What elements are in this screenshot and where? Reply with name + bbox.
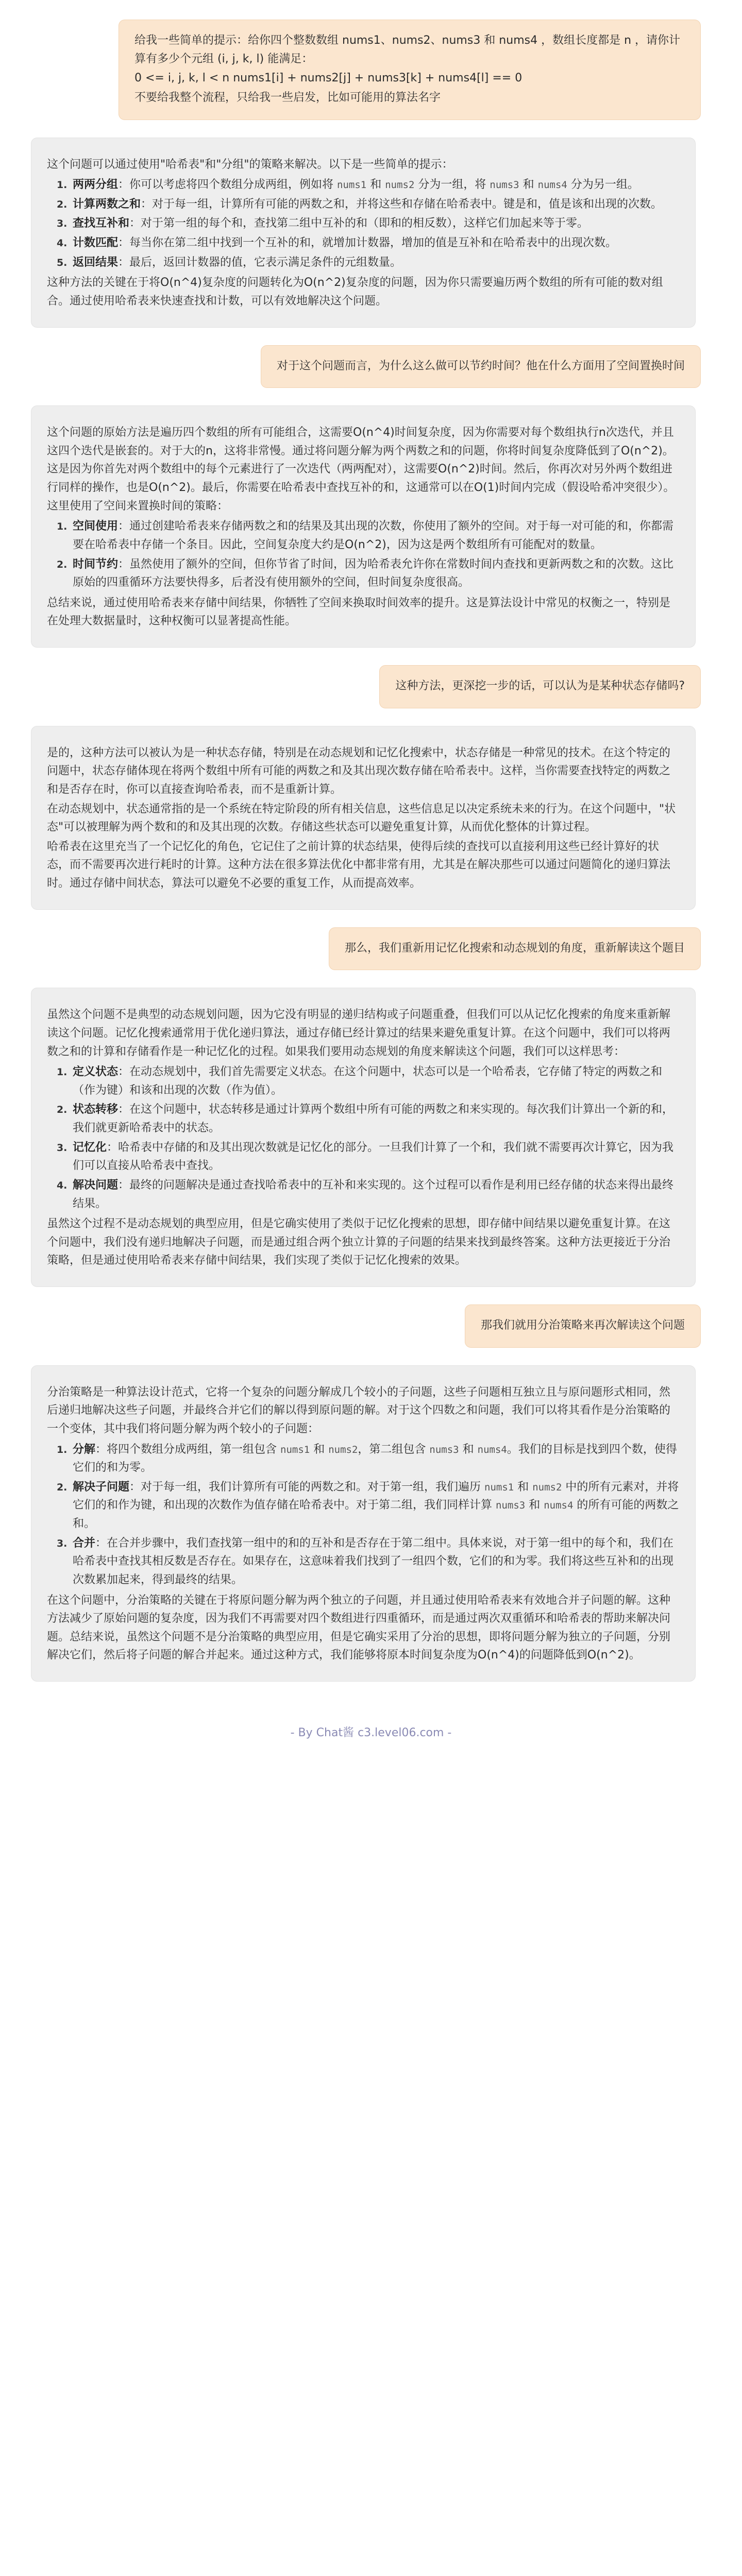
- assistant-message-row: [0, 726, 742, 910]
- list-item-text: ：哈希表中存储的和及其出现次数就是记忆化的部分。一旦我们计算了一个和，我们就不需要再次计算它，因为我们可以直接从哈希表中查找。: [73, 1141, 674, 1173]
- user-message-row: [0, 20, 742, 120]
- user-message-bubble: [119, 20, 701, 120]
- message-text-line: 给我一些简单的提示：给你四个整数数组 nums1、nums2、nums3 和 nums4 ，数组长度都是 n ，请你计算有多少个元组 (i, j, k, l) 能满足：: [134, 34, 681, 65]
- message-text-line: 那我们就用分治策略来再次解读这个问题: [480, 1319, 685, 1332]
- list-item-text: ：每当你在第二组中找到一个互补的和，就增加计数器，增加的值是互补和在哈希表中的出现次数。: [118, 236, 617, 249]
- assistant-message-row: [0, 988, 742, 1287]
- assistant-message-bubble: [31, 138, 696, 328]
- list-item: [71, 555, 680, 592]
- message-text-line: 对于这个问题而言，为什么这么做可以节约时间？他在什么方面用了空间置换时间: [276, 359, 685, 372]
- message-text-line: 0 <= i, j, k, l < n nums1[i] + nums2[j] + nums3[k] + nums4[l] == 0: [134, 72, 522, 85]
- list-item-text: ：将四个数组分成两组，第一组包含 nums1 和 nums2，第二组包含 nums3 和 nums4。我们的目标是找到四个数，使得它们的和为零。: [73, 1443, 677, 1475]
- assistant-message-bubble: [31, 405, 696, 648]
- numbered-list: [47, 517, 680, 592]
- list-item: [71, 1063, 680, 1099]
- user-message-row: [0, 1304, 742, 1348]
- list-item-text: ：通过创建哈希表来存储两数之和的结果及其出现的次数，你使用了额外的空间。对于每一对可能的和，你都需要在哈希表中存储一个条目。因此，空间复杂度大约是O(n^2)，因为这是两个数组所有可能配对的数量。: [73, 520, 674, 551]
- list-item-text: ：在动态规划中，我们首先需要定义状态。在这个问题中，状态可以是一个哈希表，它存储了特定的两数之和（作为键）和该和出现的次数（作为值）。: [73, 1065, 663, 1097]
- user-message-row: [0, 665, 742, 708]
- assistant-message-row: [0, 1365, 742, 1682]
- list-item-term: 定义状态: [73, 1065, 119, 1079]
- list-item: [71, 253, 680, 272]
- message-intro: 虽然这个问题不是典型的动态规划问题，因为它没有明显的递归结构或子问题重叠，但我们可以从记忆化搜索的角度来重新解读这个问题。记忆化搜索通常用于优化递归算法，通过存储已经计算过的结果来避免重复计算。在这个问题中，我们可以将两数之和的计算和存储看作是一种记忆化的过程。如果我们要用动态规划的角度来解读这个问题，我们可以这样思考：: [47, 1008, 671, 1058]
- user-message-bubble: [465, 1304, 701, 1348]
- list-item-term: 状态转移: [73, 1103, 119, 1116]
- user-message-bubble: [379, 665, 701, 708]
- list-item-term: 解决子问题: [73, 1480, 130, 1494]
- assistant-message-bubble: [31, 988, 696, 1287]
- message-intro: 分治策略是一种算法设计范式，它将一个复杂的问题分解成几个较小的子问题，这些子问题相互独立且与原问题形式相同，然后递归地解决这些子问题，并最终合并它们的解以得到原问题的解。对于这个四数之和问题，我们可以将其看作是分治策略的一个变体，其中我们将问题分解为两个较小的子问题：: [47, 1385, 671, 1435]
- list-item: [71, 1534, 680, 1589]
- list-item-text: ：对于每一组，计算所有可能的两数之和，并将这些和存储在哈希表中。键是和，值是该和出现的次数。: [141, 197, 663, 211]
- message-intro: 这个问题的原始方法是遍历四个数组的所有可能组合，这需要O(n^4)时间复杂度，因为你需要对每个数组执行n次迭代，并且这四个迭代是嵌套的。对于大的n，这将非常慢。通过将问题分解为两个两数之和的问题，你将时间复杂度降低到了O(n^2)。这是因为你首先对两个数组中的每个元素进行了一次迭代（两两配对），这需要O(n^2)时间。然后，你再次对另外两个数组进行同样的操作，也是O(n^2)。最后，你需要在哈希表中查找互补的和，这通常可以在O(1)时间内完成（假设哈希冲突很少）。这里使用了空间来置换时间的策略：: [47, 426, 675, 513]
- list-item: [71, 1100, 680, 1137]
- list-item: [71, 1478, 680, 1533]
- assistant-message-row: [0, 405, 742, 648]
- message-summary: 虽然这个过程不是动态规划的典型应用，但是它确实使用了类似于记忆化搜索的思想，即存储中间结果以避免重复计算。在这个问题中，我们没有递归地解决子问题，而是通过组合两个独立计算的子问题的结果来找到最终答案。这种方法更接近于分治策略，但是通过使用哈希表来存储中间结果，我们实现了类似于记忆化搜索的效果。: [47, 1217, 671, 1267]
- list-item: [71, 1440, 680, 1477]
- user-message-bubble: [329, 927, 701, 971]
- list-item: [71, 214, 680, 233]
- numbered-list: [47, 1440, 680, 1589]
- list-item-term: 解决问题: [73, 1178, 119, 1192]
- list-item-text: ：最终的问题解决是通过查找哈希表中的互补和来实现的。这个过程可以看作是利用已经存储的状态来得出最终结果。: [73, 1178, 674, 1210]
- list-item-text: ：对于每一组，我们计算所有可能的两数之和。对于第一组，我们遍历 nums1 和 nums2 中的所有元素对，并将它们的和作为键，和出现的次数作为值存储在哈希表中。对于第二组，我们同样计算 nums3 和 nums4 的所有可能的两数之和。: [73, 1480, 679, 1530]
- list-item: [71, 517, 680, 554]
- message-intro: 这个问题可以通过使用"哈希表"和"分组"的策略来解决。以下是一些简单的提示：: [47, 158, 453, 171]
- message-summary: 总结来说，通过使用哈希表来存储中间结果，你牺牲了空间来换取时间效率的提升。这是算法设计中常见的权衡之一，特别是在处理大数据量时，这种权衡可以显著提高性能。: [47, 596, 671, 628]
- list-item-term: 计数匹配: [73, 236, 119, 249]
- list-item-text: ：对于第一组的每个和，查找第二组中互补的和（即和的相反数），这样它们加起来等于零。: [129, 217, 589, 230]
- message-paragraph: 是的，这种方法可以被认为是一种状态存储，特别是在动态规划和记忆化搜索中，状态存储是一种常见的技术。在这个特定的问题中，状态存储体现在将两个数组中所有可能的两数之和及其出现次数存储在哈希表中。这样，当你需要查找特定的两数之和是否存在时，你可以直接查询哈希表，而不是重新计算。: [47, 746, 671, 796]
- list-item-term: 查找互补和: [73, 217, 130, 230]
- list-item-term: 分解: [73, 1443, 96, 1456]
- list-item-term: 两两分组: [73, 178, 119, 192]
- footer-credit: - By Chat酱 c3.level06.com -: [290, 1726, 452, 1739]
- list-item-term: 空间使用: [73, 520, 119, 533]
- message-text-line: 不要给我整个流程，只给我一些启发，比如可能用的算法名字: [134, 91, 441, 104]
- numbered-list: [47, 176, 680, 272]
- message-paragraph: 在动态规划中，状态通常指的是一个系统在特定阶段的所有相关信息，这些信息足以决定系统未来的行为。在这个问题中，"状态"可以被理解为两个数和的和及其出现的次数。存储这些状态可以避免重复计算，从而优化整体的计算过程。: [47, 802, 676, 834]
- list-item-text: ：在这个问题中，状态转移是通过计算两个数组中所有可能的两数之和来实现的。每次我们计算出一个新的和，我们就更新哈希表中的状态。: [73, 1103, 674, 1134]
- list-item-term: 时间节约: [73, 557, 119, 571]
- message-summary: 这种方法的关键在于将O(n^4)复杂度的问题转化为O(n^2)复杂度的问题，因为你只需要遍历两个数组的所有可能的数对组合。通过使用哈希表来快速查找和计数，可以有效地解决这个问题。: [47, 276, 663, 308]
- list-item: [71, 1176, 680, 1213]
- list-item: [71, 195, 680, 214]
- message-paragraph: 哈希表在这里充当了一个记忆化的角色，它记住了之前计算的状态结果，使得后续的查找可以直接利用这些已经计算好的状态，而不需要再次进行耗时的计算。这种方法在很多算法优化中都非常有用，尤其是在解决那些可以通过问题简化的递归算法时。通过存储中间状态，算法可以避免不必要的重复工作，从而提高效率。: [47, 840, 671, 890]
- list-item-text: ：虽然使用了额外的空间，但你节省了时间，因为哈希表允许你在常数时间内查找和更新两数之和的次数。这比原始的四重循环方法要快得多，后者没有使用额外的空间，但时间复杂度很高。: [73, 557, 674, 589]
- assistant-message-bubble: [31, 726, 696, 910]
- numbered-list: [47, 1063, 680, 1213]
- list-item-term: 计算两数之和: [73, 197, 141, 211]
- list-item-term: 合并: [73, 1536, 96, 1550]
- user-message-row: [0, 927, 742, 971]
- list-item: [71, 1139, 680, 1175]
- list-item-term: 返回结果: [73, 256, 119, 269]
- list-item-term: 记忆化: [73, 1141, 107, 1154]
- list-item: [71, 234, 680, 252]
- message-summary: 在这个问题中，分治策略的关键在于将原问题分解为两个独立的子问题，并且通过使用哈希表来有效地合并子问题的解。这种方法减少了原始问题的复杂度，因为我们不再需要对四个数组进行四重循环，而是通过两次双重循环和哈希表的帮助来解决问题。总结来说，虽然这个问题不是分治策略的典型应用，但是它确实采用了分治的思想，即将问题分解为独立的子问题，分别解决它们，然后将子问题的解合并起来。通过这种方式，我们能够将原本时间复杂度为O(n^4)的问题降低到O(n^2)。: [47, 1594, 671, 1662]
- list-item-text: ：你可以考虑将四个数组分成两组，例如将 nums1 和 nums2 分为一组，将 nums3 和 nums4 分为另一组。: [118, 178, 639, 192]
- assistant-message-row: [0, 138, 742, 328]
- message-text-line: 这种方法，更深挖一步的话，可以认为是某种状态存储吗?: [395, 680, 685, 692]
- list-item-text: ：在合并步骤中，我们查找第一组中的和的互补和是否存在于第二组中。具体来说，对于第一组中的每个和，我们在哈希表中查找其相反数是否存在。如果存在，这意味着我们找到了一组四个数，它们的和为零。我们将这些互补和的出现次数累加起来，得到最终的结果。: [73, 1536, 674, 1586]
- message-text-line: 那么，我们重新用记忆化搜索和动态规划的角度，重新解读这个题目: [344, 941, 685, 955]
- list-item: [71, 176, 680, 194]
- user-message-row: [0, 345, 742, 388]
- user-message-bubble: [261, 345, 701, 388]
- list-item-text: ：最后，返回计数器的值，它表示满足条件的元组数量。: [118, 256, 402, 269]
- assistant-message-bubble: [31, 1365, 696, 1682]
